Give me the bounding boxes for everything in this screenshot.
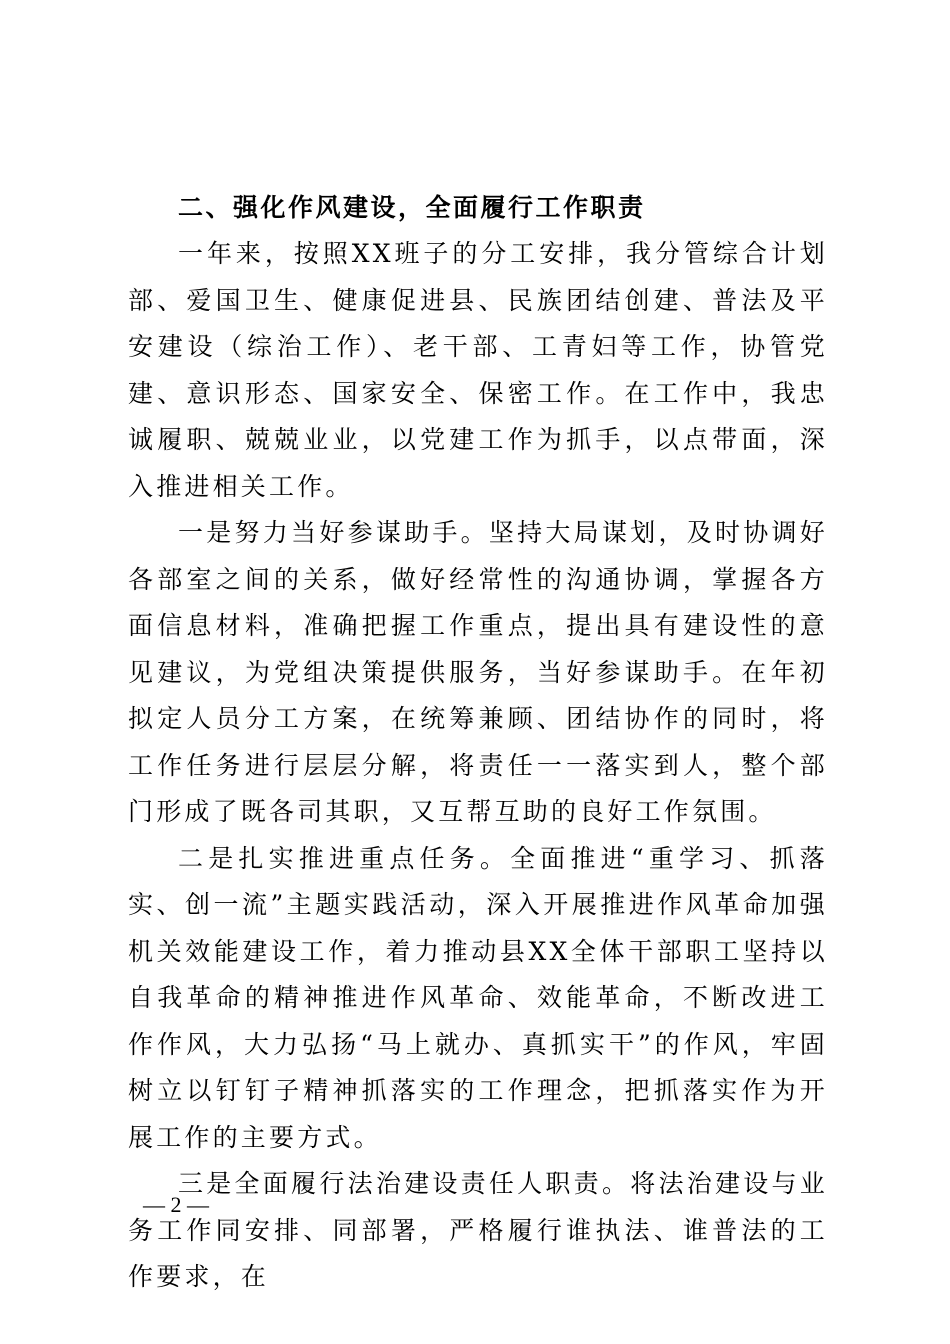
- document-body: [128, 185, 828, 1301]
- paragraph-intro: 一年来，按照XX班子的分工安排，我分管综合计划部、爱国卫生、健康促进县、民族团结创建、普法及平安建设（综治工作）、老干部、工青妇等工作，协管党建、意识形态、国家安全、保密工作。在工作中，我忠诚履职、兢兢业业，以党建工作为抓手，以点带面，深入推进相关工作。: [128, 239, 828, 501]
- paragraph-point-two: 二是扎实推进重点任务。全面推进“重学习、抓落实、创一流”主题实践活动，深入开展推进作风革命加强机关效能建设工作，着力推动县XX全体干部职工坚持以自我革命的精神推进作风革命、效能革命，不断改进工作作风，大力弘扬“马上就办、真抓实干”的作风，牢固树立以钉钉子精神抓落实的工作理念，把抓落实作为开展工作的主要方式。: [128, 843, 828, 1152]
- page-number: — 2 —: [143, 1192, 209, 1217]
- paragraph-point-three: 三是全面履行法治建设责任人职责。将法治建设与业务工作同安排、同部署，严格履行谁执法、谁普法的工作要求，在: [128, 1169, 828, 1291]
- paragraph-point-one: 一是努力当好参谋助手。坚持大局谋划，及时协调好各部室之间的关系，做好经常性的沟通协调，掌握各方面信息材料，准确把握工作重点，提出具有建设性的意见建议，为党组决策提供服务，当好参谋助手。在年初拟定人员分工方案，在统筹兼顾、团结协作的同时，将工作任务进行层层分解，将责任一一落实到人，整个部门形成了既各司其职，又互帮互助的良好工作氛围。: [128, 518, 828, 826]
- section-heading: 二、强化作风建设，全面履行工作职责: [178, 193, 646, 222]
